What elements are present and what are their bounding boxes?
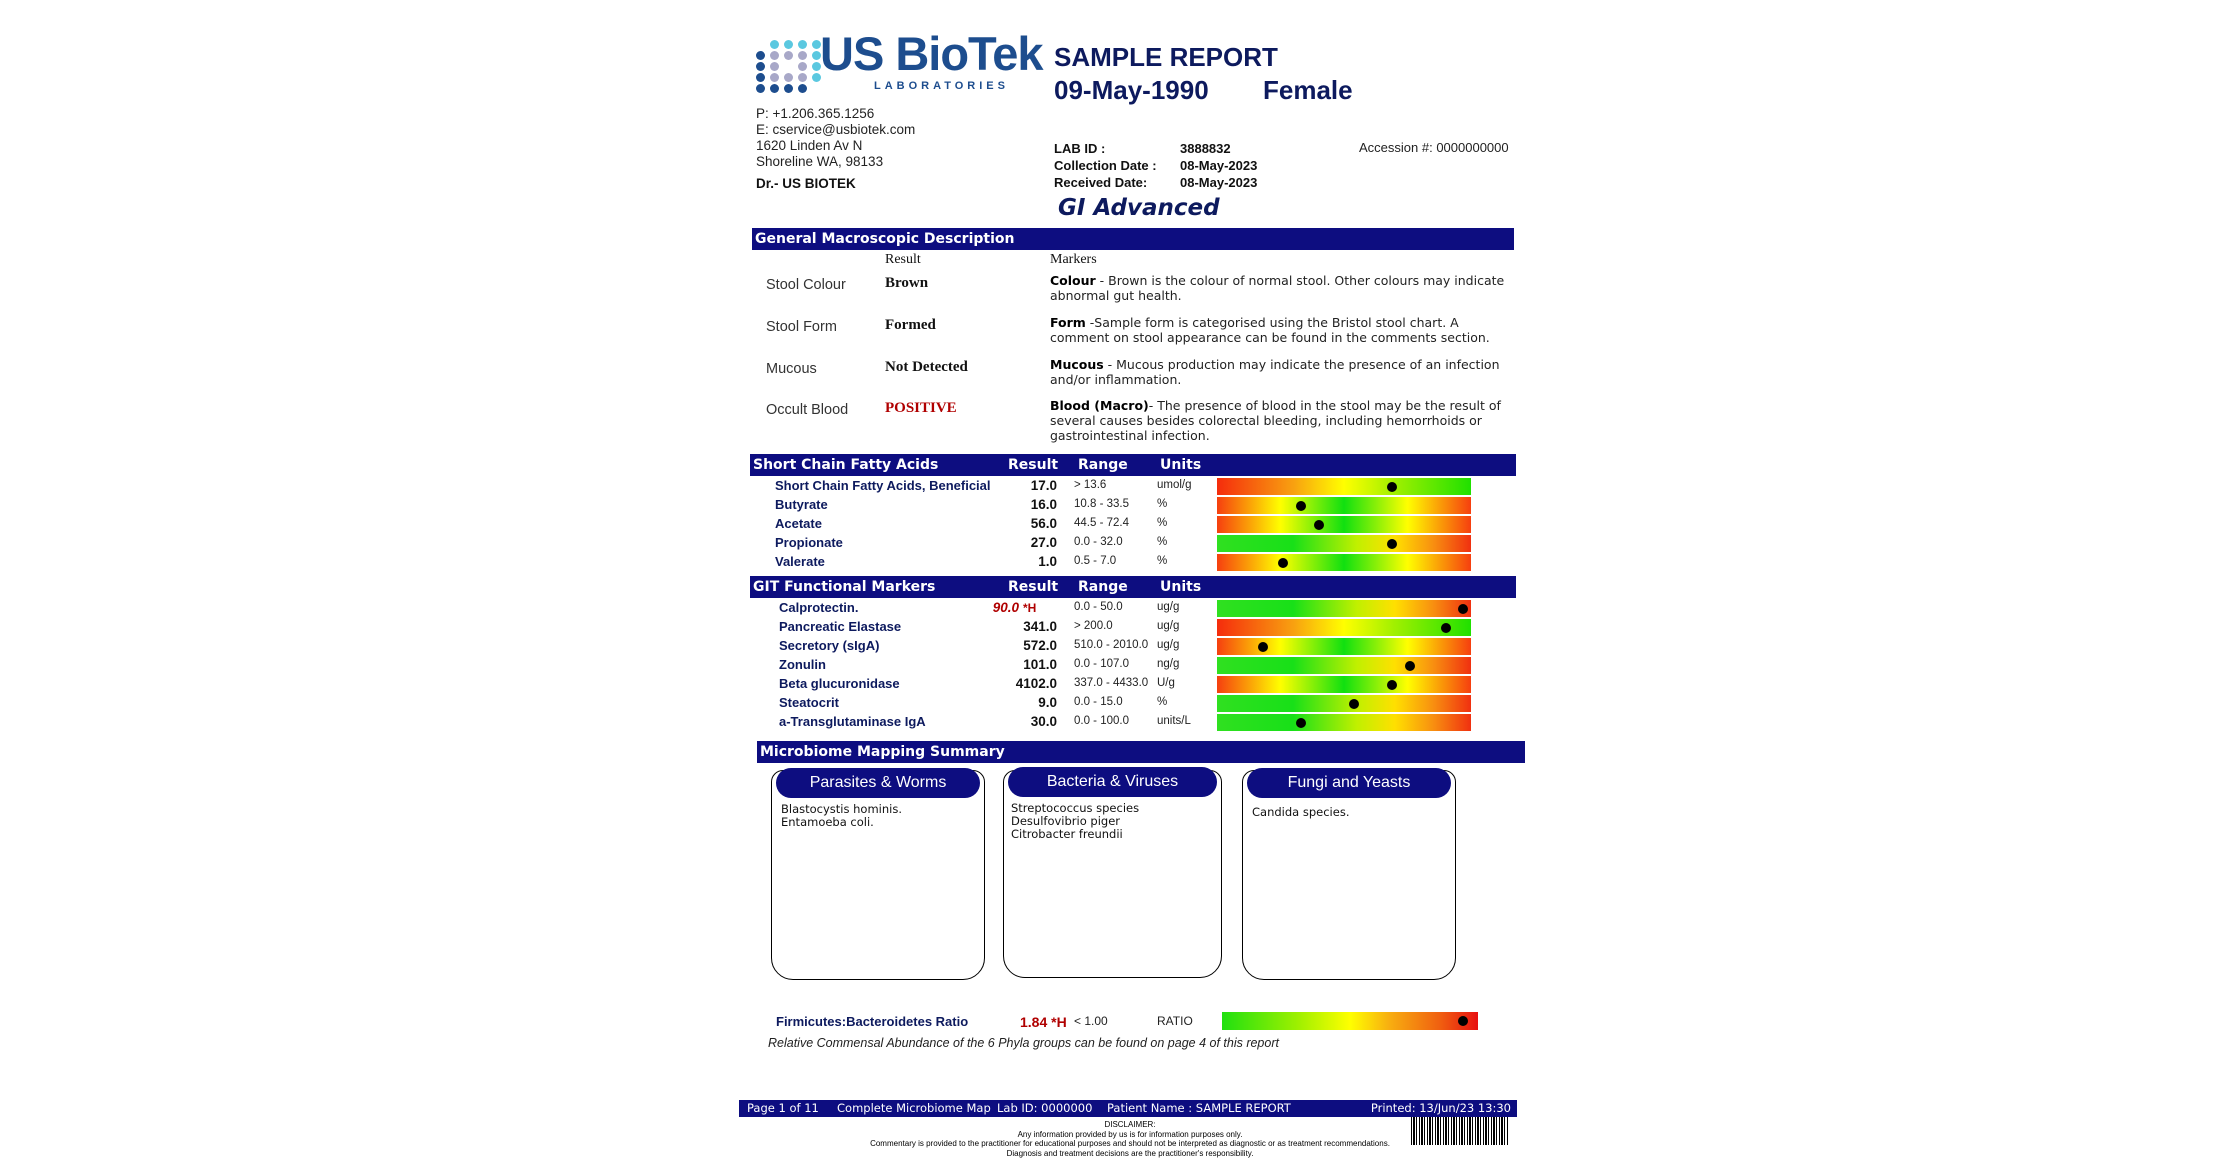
section-header-microbiome: [757, 741, 1525, 763]
marker-result: 90.0: [992, 600, 1019, 615]
col-header-result: Result: [885, 252, 921, 267]
disclaimer: [830, 1120, 1430, 1158]
section-title: GIT Functional Markers: [753, 579, 936, 595]
reference-scale-bar: [1217, 516, 1471, 533]
logo-dots-icon: [756, 40, 812, 96]
marker-name: Valerate: [775, 554, 825, 569]
reference-scale-bar: [1217, 676, 1471, 693]
patient-sex: Female: [1263, 75, 1353, 105]
marker-text: - Mucous production may indicate the presence of an infection and/or inflammation.: [1050, 357, 1500, 387]
marker-range: 510.0 - 2010.0: [1074, 639, 1149, 651]
marker-name: Butyrate: [775, 497, 828, 512]
result-marker-dot: [1314, 520, 1324, 530]
reference-scale-bar: [1217, 657, 1471, 674]
marker-range: 0.0 - 100.0: [1074, 715, 1129, 727]
marker-name: Form: [1050, 315, 1086, 330]
contact-street: 1620 Linden Av N: [756, 138, 863, 153]
organism: Streptococcus species: [1011, 801, 1140, 815]
result-marker-dot: [1387, 680, 1397, 690]
lab-contact: [756, 106, 915, 170]
result-marker-dot: [1387, 482, 1397, 492]
reference-scale-bar: [1217, 619, 1471, 636]
marker-name: Calprotectin.: [779, 600, 859, 615]
contact-city: Shoreline WA, 98133: [756, 154, 884, 169]
reference-scale-bar: [1217, 600, 1471, 617]
marker-name: a-Transglutaminase IgA: [779, 714, 926, 729]
reference-scale-bar: [1217, 638, 1471, 655]
contact-email: E: cservice@usbiotek.com: [756, 122, 916, 137]
reference-scale-bar: [1217, 497, 1471, 514]
footer-lab-id: Lab ID: 0000000: [997, 1101, 1093, 1115]
marker-name: Short Chain Fatty Acids, Beneficial: [775, 478, 991, 493]
marker-result: 56.0: [1030, 516, 1057, 531]
organism-list: [1011, 802, 1139, 841]
result-marker-dot: [1458, 1016, 1468, 1026]
box-title: Bacteria & Viruses: [1008, 767, 1217, 797]
marker-name: Acetate: [775, 516, 822, 531]
macro-description: [1050, 357, 1510, 387]
marker-units: %: [1157, 498, 1168, 510]
organism: Candida species.: [1252, 805, 1350, 819]
col-header-range: Range: [1078, 457, 1128, 473]
box-frame: [1242, 770, 1456, 980]
organism-list: [1252, 806, 1349, 819]
organism: Desulfovibrio piger: [1011, 814, 1121, 828]
ratio-range: < 1.00: [1074, 1014, 1108, 1028]
high-flag: *H: [1023, 601, 1037, 615]
result-marker-dot: [1296, 718, 1306, 728]
marker-name: Pancreatic Elastase: [779, 619, 902, 634]
section-title: General Macroscopic Description: [755, 231, 1015, 247]
macro-label: Stool Form: [766, 319, 837, 335]
marker-units: ng/g: [1157, 658, 1180, 670]
marker-result: 1.0: [1038, 554, 1057, 569]
macro-result-positive: POSITIVE: [885, 400, 957, 416]
marker-text: -Sample form is categorised using the Bristol stool chart. A comment on stool appearance can be found in the comments section.: [1050, 315, 1490, 345]
disclaimer-line: Commentary is provided to the practitioner for educational purposes and should not be interpreted as diagnostic or as treatment recommendations.: [870, 1139, 1390, 1148]
reference-scale-bar: [1217, 554, 1471, 571]
marker-units: %: [1157, 517, 1168, 529]
lab-id-label: LAB ID :: [1054, 141, 1106, 156]
marker-units: umol/g: [1157, 479, 1192, 491]
marker-name: Propionate: [775, 535, 843, 550]
reference-scale-bar: [1217, 535, 1471, 552]
col-header-units: Units: [1160, 579, 1202, 595]
marker-name: Mucous: [1050, 357, 1104, 372]
logo-subtitle: LABORATORIES: [874, 80, 1009, 92]
result-marker-dot: [1387, 539, 1397, 549]
page-number: Page 1 of 11: [747, 1101, 819, 1115]
macro-description: [1050, 315, 1510, 345]
marker-name: Secretory (sIgA): [779, 638, 880, 653]
marker-units: %: [1157, 536, 1168, 548]
lab-info: [1054, 140, 1257, 191]
marker-range: 0.5 - 7.0: [1074, 555, 1117, 567]
marker-range: 337.0 - 4433.0: [1074, 677, 1149, 689]
box-title: Fungi and Yeasts: [1247, 768, 1451, 798]
received-date-label: Received Date:: [1054, 175, 1148, 190]
contact-phone: P: +1.206.365.1256: [756, 106, 875, 121]
footer-report-name: Complete Microbiome Map: [837, 1101, 991, 1115]
macro-result: Not Detected: [885, 359, 968, 375]
footer-patient: Patient Name : SAMPLE REPORT: [1107, 1101, 1291, 1115]
received-date-value: 08-May-2023: [1180, 175, 1258, 190]
result-marker-dot: [1296, 501, 1306, 511]
marker-units: %: [1157, 555, 1168, 567]
marker-units: ug/g: [1157, 639, 1180, 651]
result-marker-dot: [1458, 604, 1468, 614]
col-header-range: Range: [1078, 579, 1128, 595]
ratio-units: RATIO: [1157, 1014, 1193, 1028]
marker-name: Zonulin: [779, 657, 826, 672]
disclaimer-title: DISCLAIMER:: [1104, 1120, 1156, 1129]
marker-range: 0.0 - 50.0: [1074, 601, 1123, 613]
section-header-macroscopic: [752, 228, 1514, 250]
marker-result: 16.0: [1030, 497, 1057, 512]
section-header-scfa: [750, 454, 1516, 476]
section-title: Microbiome Mapping Summary: [760, 744, 1005, 760]
macro-label: Mucous: [766, 361, 817, 377]
result-marker-dot: [1278, 558, 1288, 568]
marker-range: 10.8 - 33.5: [1074, 498, 1129, 510]
lab-id-value: 3888832: [1180, 141, 1231, 156]
section-header-git: [750, 576, 1516, 598]
test-name: GI Advanced: [1058, 195, 1220, 221]
marker-units: units/L: [1157, 715, 1191, 727]
col-header-markers: Markers: [1050, 252, 1097, 267]
marker-text: - The presence of blood in the stool may be the result of several causes besides colorectal bleeding, including hemorrhoids or gastrointestinal infection.: [1050, 398, 1501, 443]
logo-wordmark: US BioTek: [820, 27, 1043, 80]
section-title: Short Chain Fatty Acids: [753, 457, 939, 473]
box-title: Parasites & Worms: [776, 768, 980, 798]
organism-list: [781, 803, 902, 829]
disclaimer-line: Diagnosis and treatment decisions are the practitioner's responsibility.: [1006, 1148, 1254, 1158]
barcode-icon: [1411, 1117, 1509, 1145]
organism: Blastocystis hominis.: [781, 802, 902, 816]
marker-result: 341.0: [1023, 619, 1057, 634]
col-header-result: Result: [1008, 457, 1059, 473]
result-marker-dot: [1405, 661, 1415, 671]
marker-result: 17.0: [1030, 478, 1057, 493]
marker-units: U/g: [1157, 677, 1175, 689]
marker-range: 0.0 - 107.0: [1074, 658, 1129, 670]
marker-range: 44.5 - 72.4: [1074, 517, 1129, 529]
reference-scale-bar: [1217, 714, 1471, 731]
macro-label: Occult Blood: [766, 402, 849, 418]
marker-name: Colour: [1050, 273, 1096, 288]
marker-units: ug/g: [1157, 620, 1180, 632]
marker-result: 4102.0: [1015, 676, 1057, 691]
collection-date-label: Collection Date :: [1054, 158, 1157, 173]
marker-name: Blood (Macro): [1050, 398, 1149, 413]
accession-number: Accession #: 0000000000: [1359, 140, 1509, 155]
macro-description: [1050, 273, 1510, 303]
marker-range: 0.0 - 15.0: [1074, 696, 1123, 708]
report-title: SAMPLE REPORT: [1054, 42, 1278, 72]
marker-units: ug/g: [1157, 601, 1180, 613]
macro-description: [1050, 398, 1510, 443]
marker-result: 572.0: [1023, 638, 1057, 653]
marker-name: Beta glucuronidase: [779, 676, 900, 691]
macro-result: Brown: [885, 275, 929, 291]
macro-result: Formed: [885, 317, 936, 333]
marker-result: 101.0: [1023, 657, 1057, 672]
organism: Citrobacter freundii: [1011, 827, 1123, 841]
marker-name: Steatocrit: [779, 695, 839, 710]
ratio-name: Firmicutes:Bacteroidetes Ratio: [776, 1014, 969, 1029]
ratio-scale-bar: [1222, 1012, 1478, 1030]
marker-result: 30.0: [1030, 714, 1057, 729]
collection-date-value: 08-May-2023: [1180, 158, 1258, 173]
result-marker-dot: [1349, 699, 1359, 709]
marker-range: > 13.6: [1074, 479, 1107, 491]
reference-scale-bar: [1217, 478, 1471, 495]
macro-label: Stool Colour: [766, 277, 846, 293]
col-header-units: Units: [1160, 457, 1202, 473]
page-footer: [739, 1100, 1517, 1117]
ratio-note: Relative Commensal Abundance of the 6 Phyla groups can be found on page 4 of this report: [768, 1036, 1279, 1050]
patient-dob: 09-May-1990: [1054, 75, 1209, 105]
marker-result: 27.0: [1030, 535, 1057, 550]
organism: Entamoeba coli.: [781, 815, 874, 829]
footer-printed: Printed: 13/Jun/23 13:30: [1370, 1101, 1511, 1115]
marker-units: %: [1157, 696, 1168, 708]
disclaimer-line: Any information provided by us is for information purposes only.: [1017, 1129, 1243, 1139]
col-header-result: Result: [1008, 579, 1059, 595]
marker-text: - Brown is the colour of normal stool. Other colours may indicate abnormal gut health.: [1050, 273, 1505, 303]
ratio-value: 1.84 *H: [1020, 1014, 1067, 1030]
reference-scale-bar: [1217, 695, 1471, 712]
marker-range: > 200.0: [1074, 620, 1113, 632]
result-marker-dot: [1258, 642, 1268, 652]
result-marker-dot: [1441, 623, 1451, 633]
marker-result: 9.0: [1038, 695, 1057, 710]
doctor-name: Dr.- US BIOTEK: [756, 176, 856, 191]
marker-range: 0.0 - 32.0: [1074, 536, 1123, 548]
